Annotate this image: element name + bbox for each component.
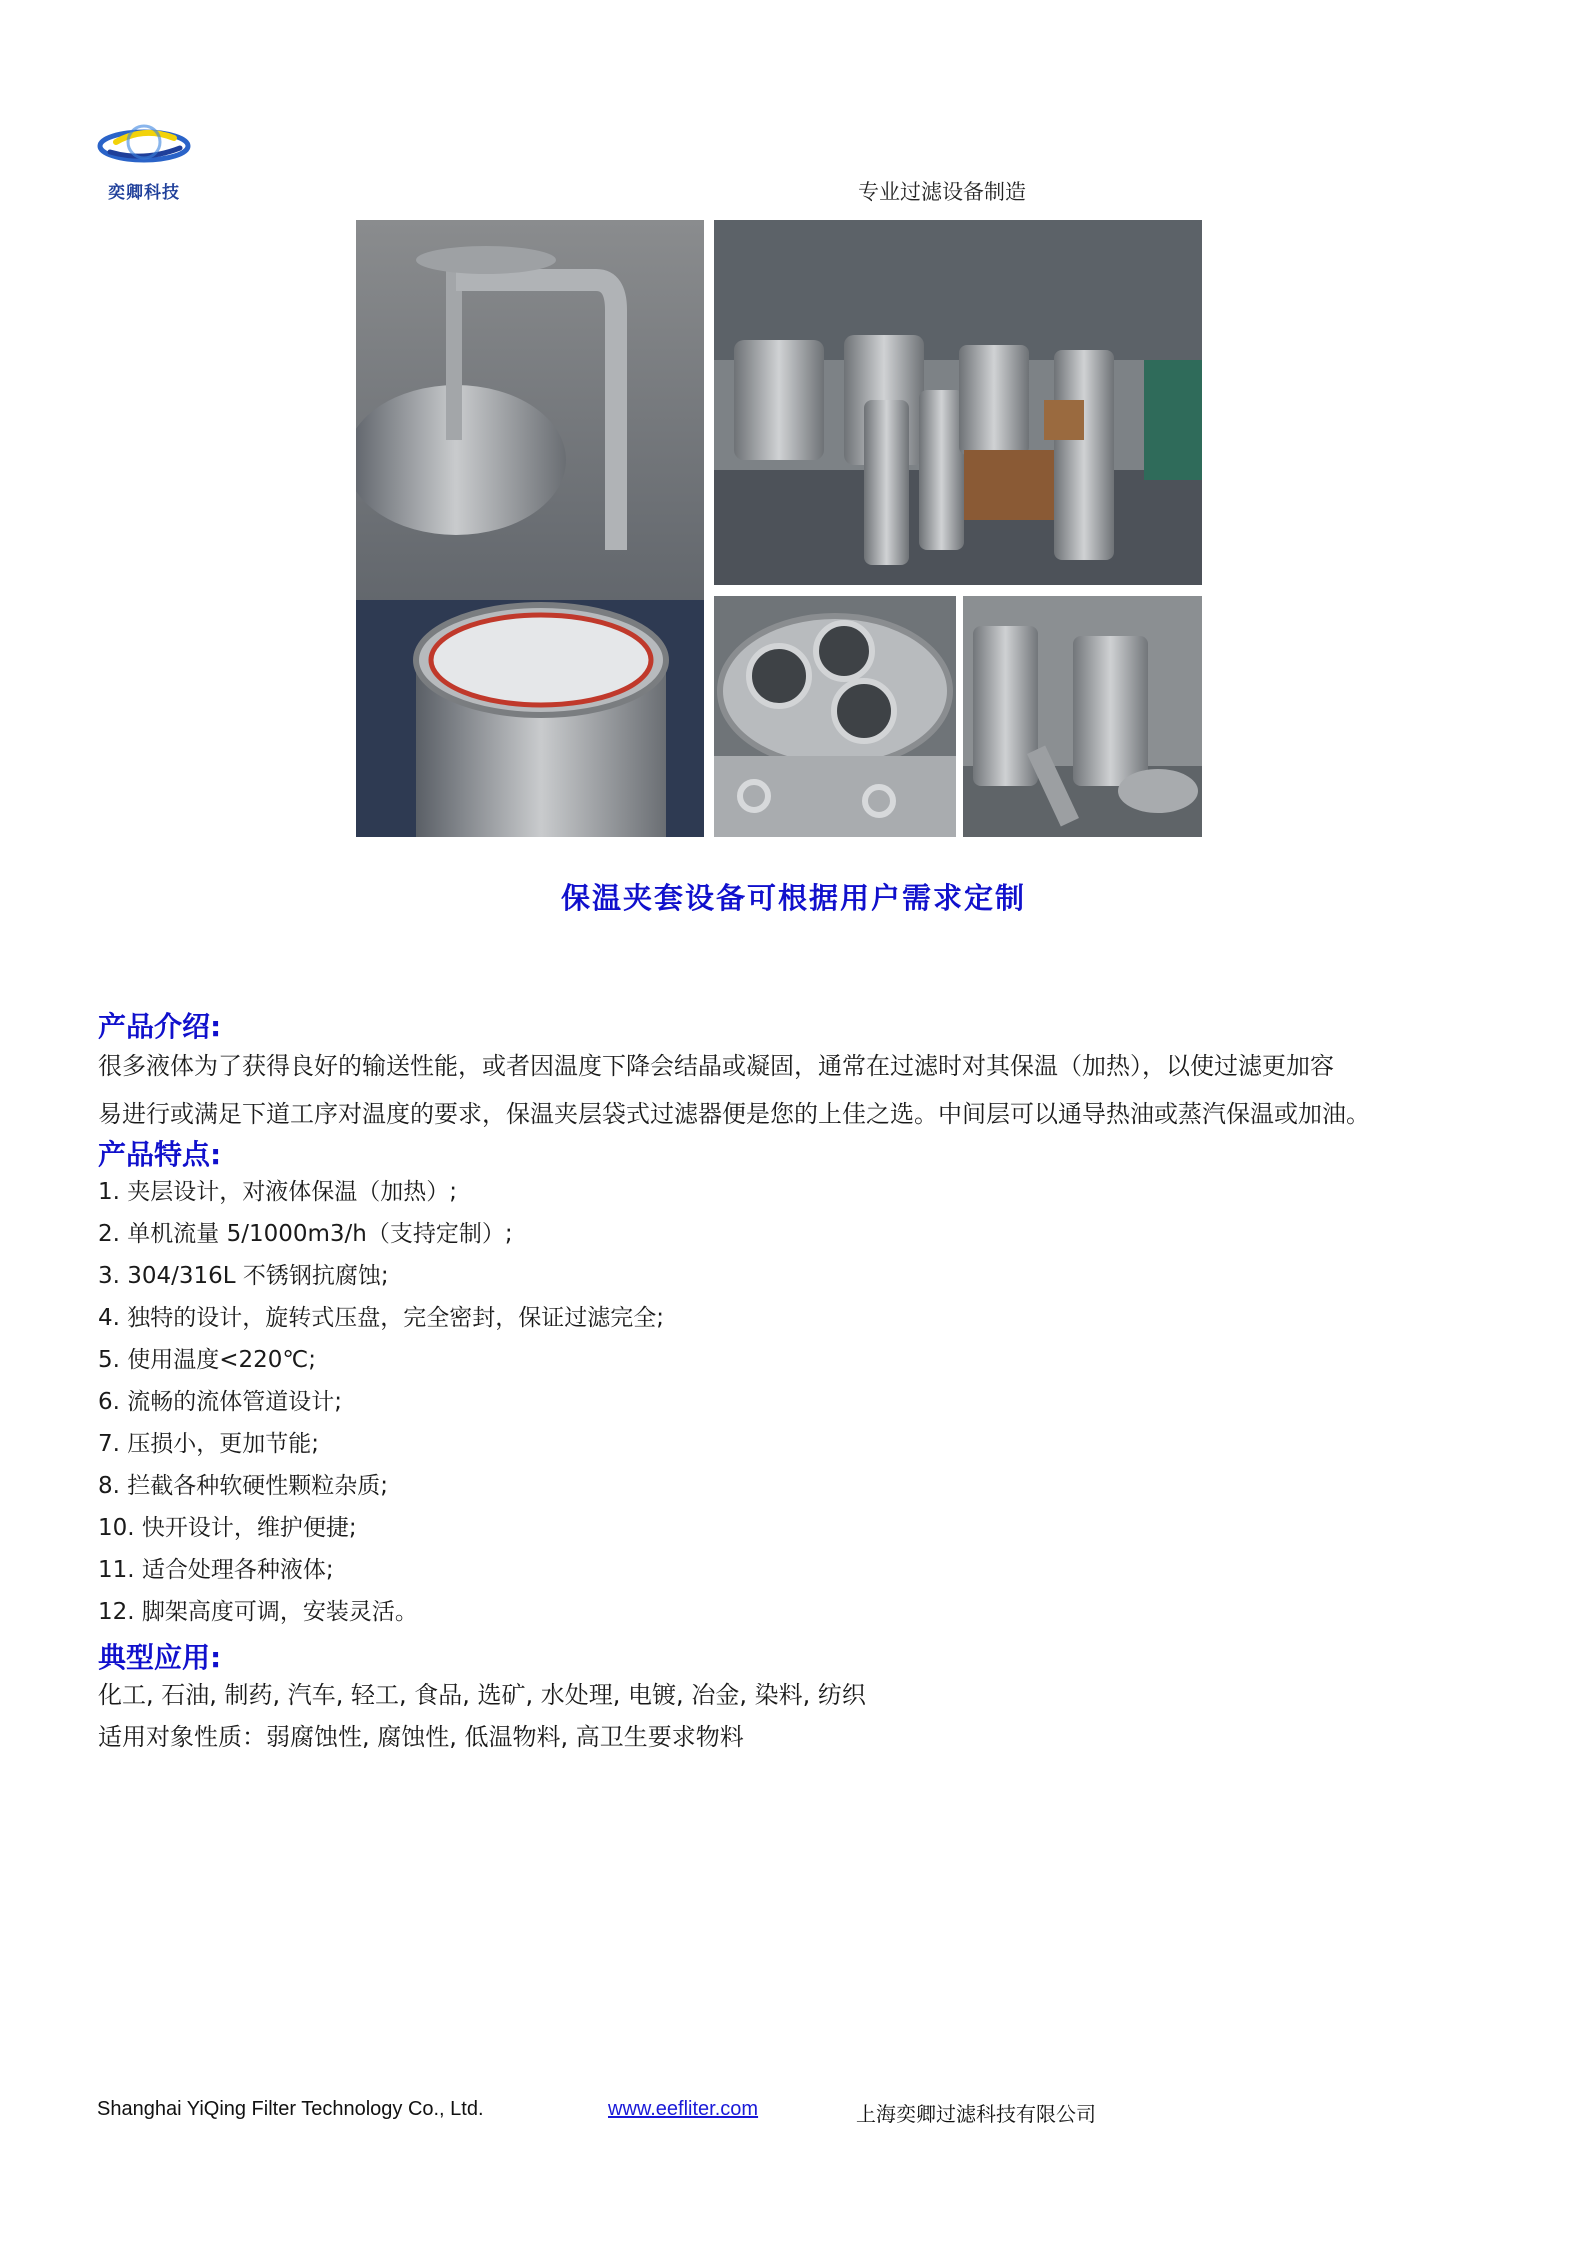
applications-line: 适用对象性质：弱腐蚀性, 腐蚀性, 低温物料, 高卫生要求物料	[98, 1723, 744, 1751]
intro-line: 很多液体为了获得良好的输送性能，或者因温度下降会结晶或凝固，通常在过滤时对其保温（加热），以使过滤更加容	[98, 1052, 1334, 1080]
intro-line: 易进行或满足下道工序对温度的要求，保温夹层袋式过滤器便是您的上佳之选。中间层可以通导热油或蒸汽保温或加油。	[98, 1100, 1370, 1128]
feature-item: 11. 适合处理各种液体;	[98, 1557, 334, 1583]
tagline: 专业过滤设备制造	[858, 180, 1026, 204]
feature-item: 3. 304/316L 不锈钢抗腐蚀;	[98, 1263, 389, 1289]
feature-item: 12. 脚架高度可调，安装灵活。	[98, 1599, 418, 1625]
applications-line: 化工, 石油, 制药, 汽车, 轻工, 食品, 选矿, 水处理, 电镀, 冶金, 染料, 纺织	[98, 1681, 866, 1709]
footer-company-cn: 上海奕卿过滤科技有限公司	[856, 2102, 1096, 2126]
intro-paragraph	[98, 1042, 1518, 1138]
feature-item: 7. 压损小，更加节能;	[98, 1431, 320, 1457]
globe-logo-icon	[96, 112, 192, 178]
feature-item: 4. 独特的设计，旋转式压盘，完全密封，保证过滤完全;	[98, 1305, 665, 1331]
feature-item: 10. 快开设计，维护便捷;	[98, 1515, 357, 1541]
intro-title: 产品介绍:	[98, 1010, 222, 1043]
feature-item: 2. 单机流量 5/1000m3/h（支持定制）;	[98, 1221, 513, 1247]
workshop-filters-photo	[714, 220, 1202, 585]
feature-item: 8. 拦截各种软硬性颗粒杂质;	[98, 1473, 389, 1499]
features-list	[98, 1171, 664, 1633]
applications-title: 典型应用:	[98, 1641, 222, 1674]
feature-item: 6. 流畅的流体管道设计;	[98, 1389, 343, 1415]
company-logo	[96, 112, 192, 204]
filter-housings-photo	[963, 596, 1202, 837]
footer-company-en: Shanghai YiQing Filter Technology Co., Ltd.	[97, 2098, 484, 2120]
logo-text: 奕卿科技	[108, 183, 180, 203]
features-title: 产品特点:	[98, 1138, 222, 1171]
applications-text	[98, 1674, 866, 1758]
feature-item: 5. 使用温度<220℃;	[98, 1347, 317, 1373]
multi-bag-basket-photo	[714, 596, 956, 837]
jacketed-filter-open-lid-photo	[356, 220, 704, 837]
headline: 保温夹套设备可根据用户需求定制	[560, 881, 1026, 915]
feature-item: 1. 夹层设计，对液体保温（加热）;	[98, 1179, 458, 1205]
footer-website-link[interactable]: www.eefliter.com	[608, 2098, 759, 2120]
